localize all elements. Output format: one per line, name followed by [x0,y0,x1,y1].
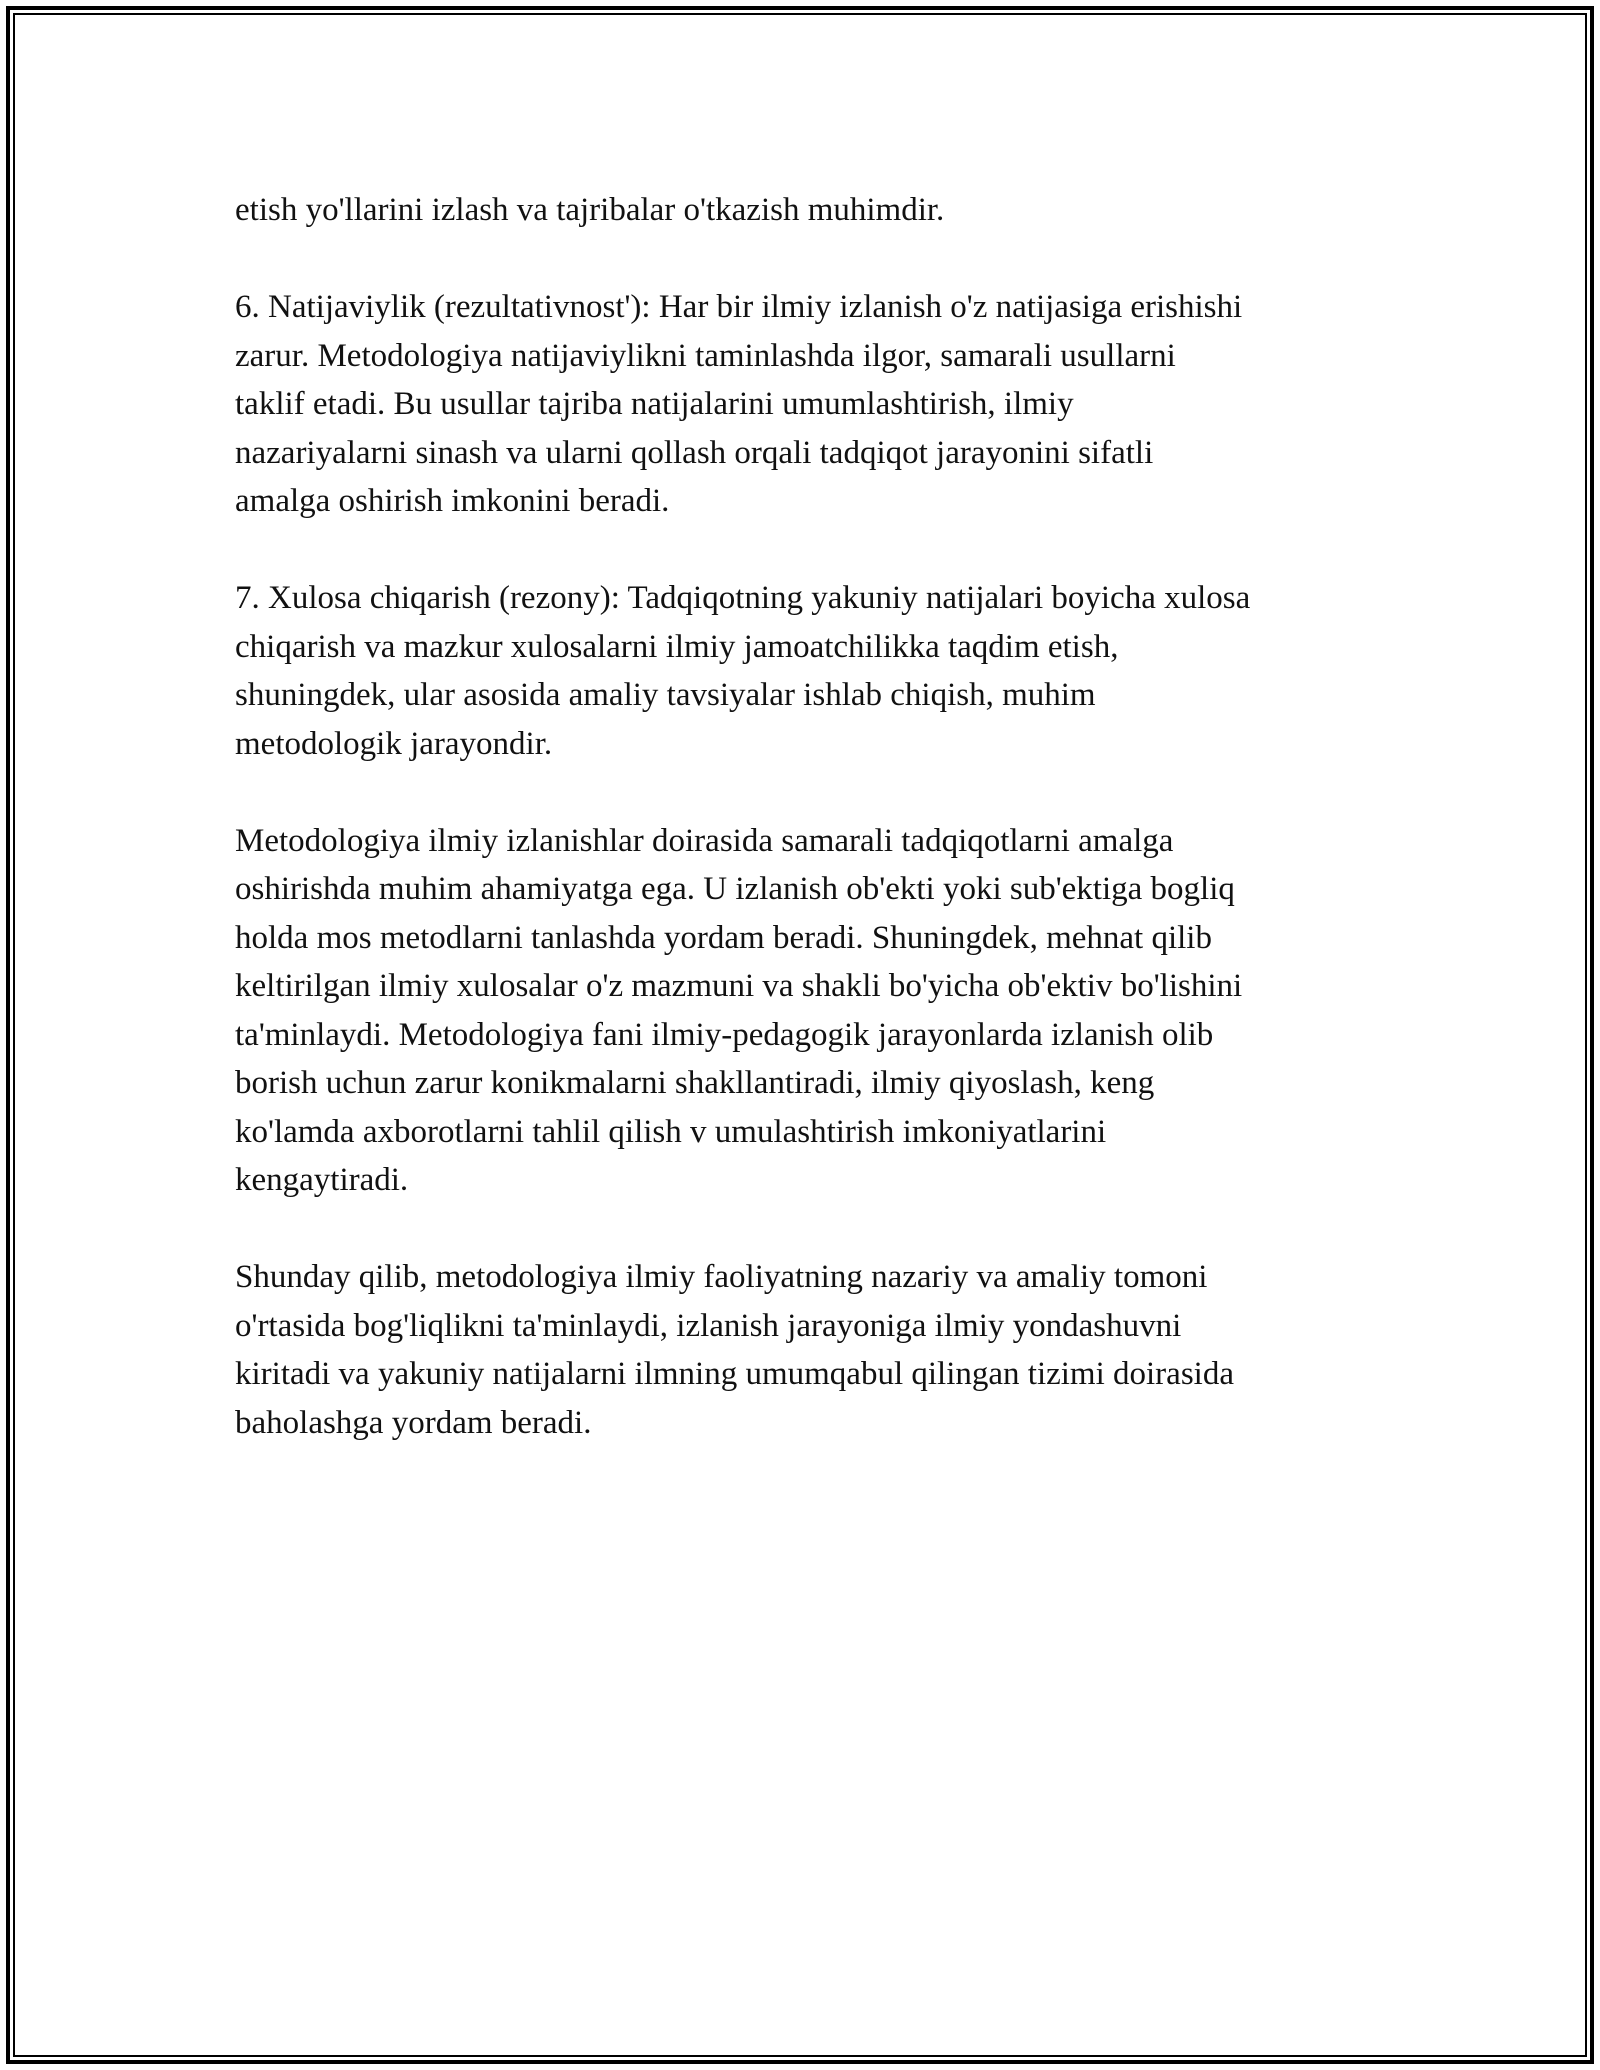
document-body [235,186,1375,1496]
paragraph-xulosa-chiqarish: 7. Xulosa chiqarish (rezony): Tadqiqotning yakuniy natijalari boyicha xulosa chiqarish va mazkur xulosalarni ilmiy jamoatchilikka taqdim etish, shuningdek, ular asosida amaliy tavsiyalar ishlab chiqish, muhim metodologik jarayondir. [235,580,1251,762]
paragraph-continuation: etish yo'llarini izlash va tajribalar o'tkazish muhimdir. [235,192,945,228]
paragraph-metodologiya-ahamiyati: Metodologiya ilmiy izlanishlar doirasida samarali tadqiqotlarni amalga oshirishda muhim ahamiyatga ega. U izlanish ob'ekti yoki sub'ektiga bogliq holda mos metodlarni tanlashda yordam beradi. Shuningdek, mehnat qilib keltirilgan ilmiy xulosalar o'z mazmuni va shakli bo'yicha ob'ektiv bo'lishini ta'minlaydi. Metodologiya fani ilmiy-pedagogik jarayonlarda izlanish olib borish uchun zarur konikmalarni shakllantiradi, ilmiy qiyoslash, keng ko'lamda axborotlarni tahlil qilish v umulashtirish imkoniyatlarini kengaytiradi. [235,822,1243,1198]
paragraph-conclusion: Shunday qilib, metodologiya ilmiy faoliyatning nazariy va amaliy tomoni o'rtasida bog'liqlikni ta'minlaydi, izlanish jarayoniga ilmiy yondashuvni kiritadi va yakuniy natijalarni ilmning umumqabul qilingan tizimi doirasida baholashga yordam beradi. [235,1259,1234,1441]
paragraph-natijaviylik: 6. Natijaviylik (rezultativnost'): Har bir ilmiy izlanish o'z natijasiga erishishi zarur. Metodologiya natijaviylikni taminlashda ilgor, samarali usullarni taklif etadi. Bu usullar tajriba natijalarini umumlashtirish, ilmiy nazariyalarni sinash va ularni qollash orqali tadqiqot jarayonini sifatli amalga oshirish imkonini beradi. [235,289,1243,519]
